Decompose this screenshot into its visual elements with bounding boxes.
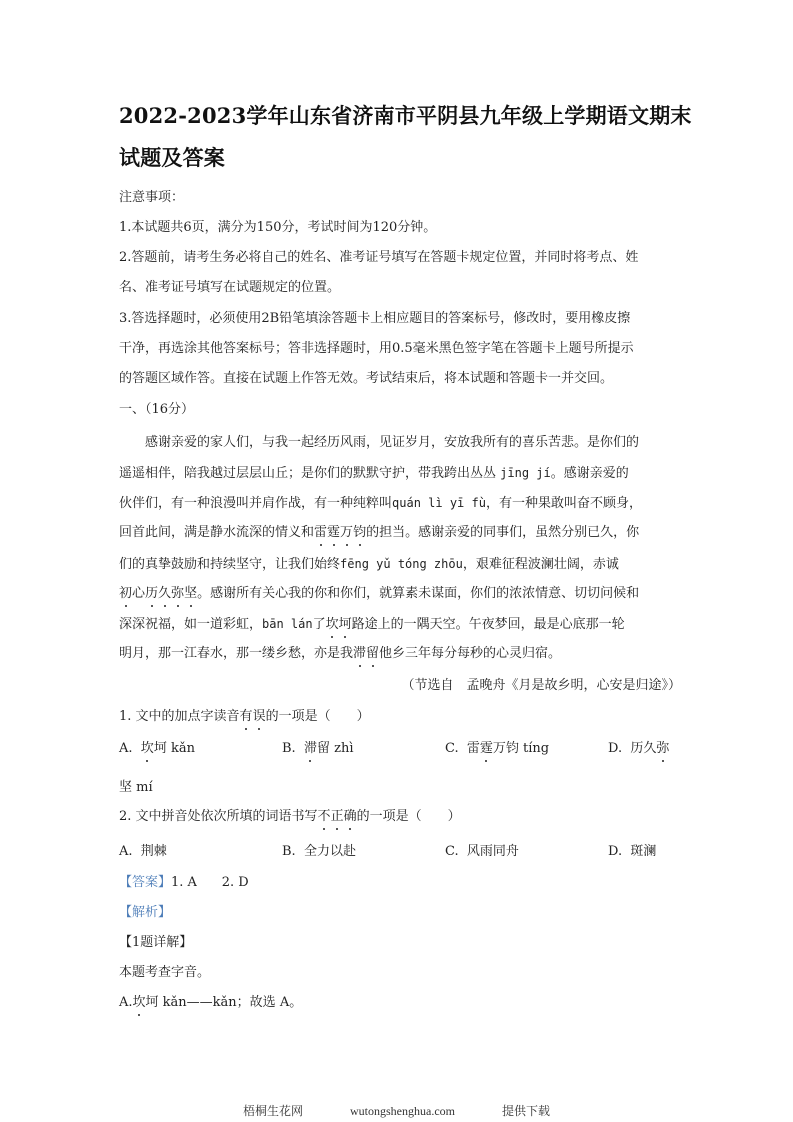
question-1-stem — [119, 708, 689, 726]
passage-line-6 — [119, 585, 689, 603]
dotted-char: 钧 — [353, 525, 367, 540]
passage-text: ，有一种果敢叫奋不顾身， — [485, 496, 642, 511]
option-text: 斑澜 — [630, 844, 657, 859]
passage-text: 的担当。感谢亲爱的同事们，虽然分别已久，你 — [366, 525, 640, 540]
dotted-char: 正 — [330, 809, 344, 824]
notes-item-3-line2: 干净，再选涂其他答案标号；答非选择题时，用0.5毫米黑色签字笔在答题卡上题号所提示 — [119, 341, 634, 356]
passage-text: 明月，那一江春水，那一缕乡愁，亦是我 — [119, 646, 354, 661]
pinyin-blank: fēng yǔ tóng zhōu — [340, 557, 463, 571]
dotted-char: 霆 — [479, 741, 493, 756]
dotted-char: 滞 — [303, 741, 317, 756]
passage-line-7 — [119, 615, 689, 634]
option-text: 留 zhì — [316, 741, 354, 756]
passage-text: ，艰难征程波澜壮阔，赤诚 — [462, 557, 619, 572]
notes-heading: 注意事项： — [119, 190, 185, 205]
stem-text: 的一项是（ ） — [265, 709, 370, 724]
dotted-char: 坎 — [325, 617, 339, 632]
q1-option-b[interactable] — [282, 740, 353, 758]
option-text: 风雨同舟 — [466, 844, 519, 859]
notes-item-2-line2: 名、准考证号填写在试题规定的位置。 — [119, 280, 341, 295]
passage-text: 伙伴们，有一种浪漫叫并肩作战，有一种纯粹叫 — [119, 496, 393, 511]
option-text: 雷 — [466, 741, 480, 756]
dotted-char: 弥 — [656, 741, 670, 756]
dotted-char: 滞 — [353, 646, 367, 661]
answer-2: 2. D — [221, 875, 249, 890]
answer-label: 【答案】 — [119, 875, 172, 890]
option-text: 万钧 tíng — [492, 741, 550, 756]
dotted-char: 初 — [119, 586, 133, 601]
footer-url[interactable]: wutongshenghua.com — [350, 1104, 455, 1118]
q2-option-a[interactable] — [119, 843, 167, 861]
q1-option-d-continued: 坚 mí — [119, 780, 153, 795]
dotted-char: 不 — [317, 809, 331, 824]
option-text: 全力以赴 — [303, 844, 356, 859]
passage-text: 深深祝福，如一道彩虹， — [119, 617, 263, 632]
stem-text: 的一项是（ ） — [356, 809, 461, 824]
passage-text: 他乡三年每分每秒的心灵归宿。 — [379, 646, 562, 661]
footer-site-name: 梧桐生花网 — [242, 1104, 303, 1118]
dotted-char: 历 — [145, 586, 159, 601]
page-title-line2: 试题及答案 — [119, 145, 225, 170]
analysis-text: A. — [119, 995, 133, 1010]
analysis-line-2 — [119, 994, 689, 1012]
dotted-char: 坚 — [184, 586, 198, 601]
pinyin-blank: jīng jí — [500, 466, 551, 480]
stem-text: 2. 文中拼音处依次所填的词语书写 — [119, 809, 318, 824]
passage-text: 遥遥相伴，陪我越过层层山丘；是你们的默默守护，带我跨出丛丛 — [119, 466, 497, 481]
passage-line-3 — [119, 494, 689, 513]
answer-line — [119, 874, 689, 892]
option-label: C. — [445, 844, 459, 859]
q2-option-c[interactable] — [445, 843, 519, 861]
q2-option-b[interactable] — [282, 843, 356, 861]
dotted-char: 确 — [343, 809, 357, 824]
passage-text: 回首此间，满是静水流深的情义和 — [119, 525, 315, 540]
option-label: B. — [282, 844, 296, 859]
analysis-line-1: 本题考查字音。 — [119, 965, 211, 980]
dotted-char: 万 — [340, 525, 354, 540]
answer-1: 1. A — [171, 875, 197, 890]
dotted-char: 坷 — [338, 617, 352, 632]
option-label: A. — [119, 844, 133, 859]
passage-line-2 — [119, 464, 689, 483]
option-label: C. — [445, 741, 459, 756]
footer-download: 提供下载 — [501, 1104, 550, 1118]
dotted-char: 霆 — [327, 525, 341, 540]
dotted-char: 坎 — [140, 741, 154, 756]
passage-text: 。感谢所有关心我的你和你们，就算素未谋面，你们的浓浓情意、切切问候和 — [197, 586, 640, 601]
q2-option-d[interactable] — [608, 843, 656, 861]
dotted-char: 弥 — [171, 586, 185, 601]
passage-text: 路途上的一隅天空。午夜梦回，最是心底那一轮 — [351, 617, 625, 632]
pinyin-blank: quán lì yī fù — [392, 496, 486, 510]
dotted-char: 有 — [239, 709, 253, 724]
plain-char: 心 — [132, 586, 146, 601]
page-title-line1: 2022-2023学年山东省济南市平阴县九年级上学期语文期末 — [119, 103, 692, 128]
notes-item-1: 1.本试题共6页，满分为150分，考试时间为120分钟。 — [119, 220, 437, 235]
option-label: A. — [119, 741, 133, 756]
dotted-char: 留 — [366, 646, 380, 661]
dotted-char: 误 — [252, 709, 266, 724]
page-footer — [0, 1102, 793, 1119]
passage-line-5 — [119, 555, 689, 574]
option-text: 坷 kǎn — [153, 741, 195, 756]
passage-source: （节选自 孟晚舟《月是故乡明，心安是归途》） — [401, 678, 681, 693]
option-text: 荆棘 — [140, 844, 167, 859]
q1-option-a[interactable] — [119, 740, 195, 758]
analysis-text: 坷 kǎn——kǎn；故选 A。 — [145, 995, 303, 1010]
passage-line-4 — [119, 524, 689, 542]
passage-text: 了 — [312, 617, 326, 632]
analysis-label: 【解析】 — [119, 905, 172, 920]
option-label: D. — [608, 741, 623, 756]
question-2-stem — [119, 808, 689, 826]
dotted-char: 坎 — [132, 995, 146, 1010]
notes-item-3-line3: 的答题区域作答。直接在试题上作答无效。考试结束后，将本试题和答题卡一并交回。 — [119, 371, 614, 386]
analysis-sub-heading: 【1题详解】 — [119, 935, 193, 950]
passage-line-1: 感谢亲爱的家人们，与我一起经历风雨，见证岁月，安放我所有的喜乐苦悲。是你们的 — [145, 435, 640, 450]
q1-option-c[interactable] — [445, 740, 549, 758]
pinyin-blank: bān lán — [262, 617, 313, 631]
passage-text: 们的真挚鼓励和持续坚守，让我们始终 — [119, 557, 341, 572]
q1-option-d[interactable] — [608, 740, 669, 758]
notes-item-2-line1: 2.答题前，请考生务必将自己的姓名、准考证号填写在答题卡规定位置，并同时将考点、姓 — [119, 250, 639, 265]
stem-text: 1. 文中的加点字读音 — [119, 709, 240, 724]
option-label: D. — [608, 844, 623, 859]
option-label: B. — [282, 741, 296, 756]
option-text: 历久 — [630, 741, 657, 756]
section-heading: 一、（16分） — [119, 402, 195, 417]
passage-line-8 — [119, 645, 689, 663]
notes-item-3-line1: 3.答选择题时，必须使用2B铅笔填涂答题卡上相应题目的答案标号，修改时，要用橡皮擦 — [119, 311, 631, 326]
dotted-char: 久 — [158, 586, 172, 601]
passage-text: 。感谢亲爱的 — [550, 466, 629, 481]
dotted-char: 雷 — [314, 525, 328, 540]
